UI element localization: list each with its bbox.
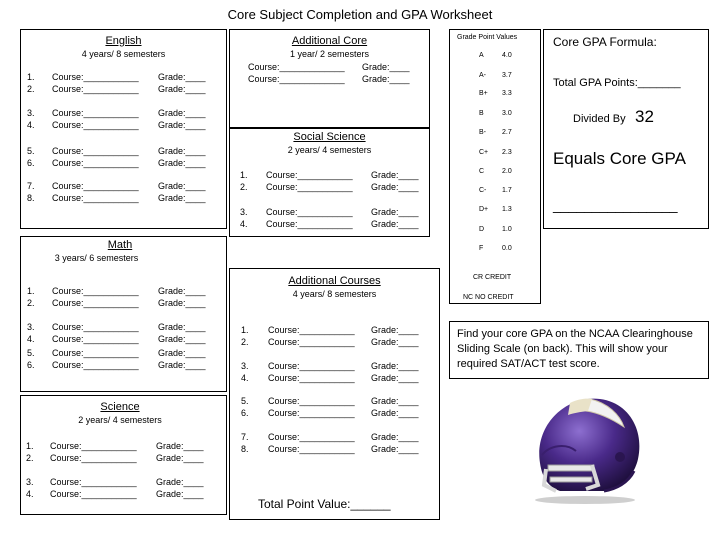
grade-points: 1.0 [502, 226, 512, 233]
additional-courses-grade-5[interactable]: Grade:____ [371, 396, 419, 406]
english-grade-1[interactable]: Grade:____ [158, 72, 206, 82]
grade-letter: C+ [479, 149, 489, 156]
grade-letter: B+ [479, 90, 488, 97]
english-grade-8[interactable]: Grade:____ [158, 193, 206, 203]
divisor-value: 32 [635, 107, 654, 126]
additional-courses-grade-8[interactable]: Grade:____ [371, 444, 419, 454]
english-course-7[interactable]: Course:___________ [52, 181, 139, 191]
social-science-heading: Social Science [293, 131, 366, 143]
grade-points: 2.0 [502, 168, 512, 175]
social-science-grade-2[interactable]: Grade:____ [371, 182, 419, 192]
english-course-4[interactable]: Course:___________ [52, 120, 139, 130]
core-gpa-answer-line[interactable]: ________________ [553, 197, 678, 213]
additional-courses-grade-3[interactable]: Grade:____ [371, 361, 419, 371]
additional-courses-row-number-3: 3. [241, 361, 249, 371]
social-science-course-1[interactable]: Course:___________ [266, 170, 353, 180]
science-grade-1[interactable]: Grade:____ [156, 441, 204, 451]
additional-courses-grade-4[interactable]: Grade:____ [371, 373, 419, 383]
additional-core-subtitle: 1 year/ 2 semesters [289, 49, 370, 59]
grade-letter: C [479, 168, 485, 175]
math-heading: Math [107, 239, 133, 251]
english-row-number-3: 3. [27, 108, 35, 118]
english-grade-7[interactable]: Grade:____ [158, 181, 206, 191]
english-row-number-5: 5. [27, 146, 35, 156]
grade-points: 2.7 [502, 129, 512, 136]
math-row-number-3: 3. [27, 322, 35, 332]
additional-courses-course-7[interactable]: Course:___________ [268, 432, 355, 442]
grade-points: 2.3 [502, 149, 512, 156]
math-course-4[interactable]: Course:___________ [52, 334, 139, 344]
grade-scale-box [449, 29, 541, 304]
additional-courses-heading: Additional Courses [288, 275, 381, 287]
additional-courses-course-6[interactable]: Course:___________ [268, 408, 355, 418]
additional-core-course-2[interactable]: Course:_____________ [248, 74, 345, 84]
additional-courses-box [229, 268, 440, 520]
english-course-8[interactable]: Course:___________ [52, 193, 139, 203]
english-row-number-8: 8. [27, 193, 35, 203]
math-course-3[interactable]: Course:___________ [52, 322, 139, 332]
social-science-row-number-1: 1. [240, 170, 248, 180]
additional-courses-course-4[interactable]: Course:___________ [268, 373, 355, 383]
additional-courses-course-5[interactable]: Course:___________ [268, 396, 355, 406]
additional-courses-course-3[interactable]: Course:___________ [268, 361, 355, 371]
grade-points: 3.0 [502, 110, 512, 117]
additional-courses-row-number-2: 2. [241, 337, 249, 347]
additional-courses-row-number-5: 5. [241, 396, 249, 406]
math-row-number-2: 2. [27, 298, 35, 308]
math-course-2[interactable]: Course:___________ [52, 298, 139, 308]
total-gpa-points[interactable]: Total GPA Points:_______ [553, 77, 681, 89]
social-science-course-2[interactable]: Course:___________ [266, 182, 353, 192]
science-subtitle: 2 years/ 4 semesters [78, 415, 162, 425]
science-course-3[interactable]: Course:___________ [50, 477, 137, 487]
vikings-helmet-image [520, 385, 650, 505]
additional-core-course-1[interactable]: Course:_____________ [248, 62, 345, 72]
science-row-number-4: 4. [26, 489, 34, 499]
additional-core-grade-1[interactable]: Grade:____ [362, 62, 410, 72]
math-grade-3[interactable]: Grade:____ [158, 322, 206, 332]
english-row-number-2: 2. [27, 84, 35, 94]
grade-letter: D [479, 226, 485, 233]
english-course-6[interactable]: Course:___________ [52, 158, 139, 168]
grade-letter: F [479, 245, 484, 252]
formula-heading: Core GPA Formula: [553, 35, 657, 49]
additional-courses-course-2[interactable]: Course:___________ [268, 337, 355, 347]
additional-courses-grade-2[interactable]: Grade:____ [371, 337, 419, 347]
divided-by-label: Divided By [573, 113, 626, 125]
english-course-3[interactable]: Course:___________ [52, 108, 139, 118]
social-science-grade-3[interactable]: Grade:____ [371, 207, 419, 217]
grade-points: 0.0 [502, 245, 512, 252]
grade-points: 3.3 [502, 90, 512, 97]
english-subtitle: 4 years/ 8 semesters [81, 49, 166, 59]
math-course-6[interactable]: Course:___________ [52, 360, 139, 370]
grade-points: 4.0 [502, 52, 512, 59]
page-title: Core Subject Completion and GPA Worksheet [227, 7, 493, 22]
english-row-number-7: 7. [27, 181, 35, 191]
grade-letter: A- [479, 72, 486, 79]
additional-core-heading: Additional Core [291, 35, 368, 47]
additional-courses-subtitle: 4 years/ 8 semesters [292, 289, 377, 299]
english-grade-2[interactable]: Grade:____ [158, 84, 206, 94]
additional-courses-row-number-4: 4. [241, 373, 249, 383]
additional-courses-course-8[interactable]: Course:___________ [268, 444, 355, 454]
math-course-1[interactable]: Course:___________ [52, 286, 139, 296]
math-row-number-6: 6. [27, 360, 35, 370]
grade-letter: A [479, 52, 484, 59]
english-grade-3[interactable]: Grade:____ [158, 108, 206, 118]
science-grade-4[interactable]: Grade:____ [156, 489, 204, 499]
science-row-number-2: 2. [26, 453, 34, 463]
social-science-grade-1[interactable]: Grade:____ [371, 170, 419, 180]
additional-courses-row-number-6: 6. [241, 408, 249, 418]
english-course-5[interactable]: Course:___________ [52, 146, 139, 156]
math-row-number-5: 5. [27, 348, 35, 358]
science-course-4[interactable]: Course:___________ [50, 489, 137, 499]
math-grade-1[interactable]: Grade:____ [158, 286, 206, 296]
science-course-1[interactable]: Course:___________ [50, 441, 137, 451]
social-science-course-4[interactable]: Course:___________ [266, 219, 353, 229]
science-grade-2[interactable]: Grade:____ [156, 453, 204, 463]
ncaa-note: Find your core GPA on the NCAA Clearinghouse Sliding Scale (on back). This will show your required SAT/ACT test score. [457, 328, 693, 370]
math-grade-2[interactable]: Grade:____ [158, 298, 206, 308]
science-row-number-1: 1. [26, 441, 34, 451]
english-heading: English [105, 35, 142, 47]
math-grade-5[interactable]: Grade:____ [158, 348, 206, 358]
no-credit-label: NC NO CREDIT [463, 294, 514, 301]
english-grade-6[interactable]: Grade:____ [158, 158, 206, 168]
math-grade-6[interactable]: Grade:____ [158, 360, 206, 370]
english-course-1[interactable]: Course:___________ [52, 72, 139, 82]
english-course-2[interactable]: Course:___________ [52, 84, 139, 94]
social-science-row-number-2: 2. [240, 182, 248, 192]
credit-label: CR CREDIT [473, 274, 512, 281]
additional-core-grade-2[interactable]: Grade:____ [362, 74, 410, 84]
grade-scale-heading: Grade Point Values [457, 34, 518, 41]
science-heading: Science [100, 401, 140, 413]
math-row-number-1: 1. [27, 286, 35, 296]
additional-courses-row-number-8: 8. [241, 444, 249, 454]
social-science-course-3[interactable]: Course:___________ [266, 207, 353, 217]
grade-letter: C- [479, 187, 487, 194]
grade-points: 1.3 [502, 206, 512, 213]
social-science-row-number-4: 4. [240, 219, 248, 229]
grade-letter: B- [479, 129, 486, 136]
additional-courses-row-number-1: 1. [241, 325, 249, 335]
english-grade-5[interactable]: Grade:____ [158, 146, 206, 156]
additional-courses-grade-6[interactable]: Grade:____ [371, 408, 419, 418]
math-course-5[interactable]: Course:___________ [52, 348, 139, 358]
additional-courses-grade-7[interactable]: Grade:____ [371, 432, 419, 442]
grade-points: 1.7 [502, 187, 512, 194]
science-course-2[interactable]: Course:___________ [50, 453, 137, 463]
english-row-number-1: 1. [27, 72, 35, 82]
additional-courses-row-number-7: 7. [241, 432, 249, 442]
math-row-number-4: 4. [27, 334, 35, 344]
additional-courses-grade-1[interactable]: Grade:____ [371, 325, 419, 335]
science-grade-3[interactable]: Grade:____ [156, 477, 204, 487]
grade-letter: D+ [479, 206, 489, 213]
social-science-subtitle: 2 years/ 4 semesters [287, 145, 372, 155]
grade-letter: B [479, 110, 484, 117]
science-row-number-3: 3. [26, 477, 34, 487]
equals-core-gpa: Equals Core GPA [553, 149, 686, 168]
social-science-row-number-3: 3. [240, 207, 248, 217]
social-science-grade-4[interactable]: Grade:____ [371, 219, 419, 229]
english-row-number-6: 6. [27, 158, 35, 168]
total-point-value[interactable]: Total Point Value:______ [258, 497, 391, 511]
grade-points: 3.7 [502, 72, 512, 79]
additional-courses-course-1[interactable]: Course:___________ [268, 325, 355, 335]
english-grade-4[interactable]: Grade:____ [158, 120, 206, 130]
english-row-number-4: 4. [27, 120, 35, 130]
math-subtitle: 3 years/ 6 semesters [54, 253, 139, 263]
math-grade-4[interactable]: Grade:____ [158, 334, 206, 344]
